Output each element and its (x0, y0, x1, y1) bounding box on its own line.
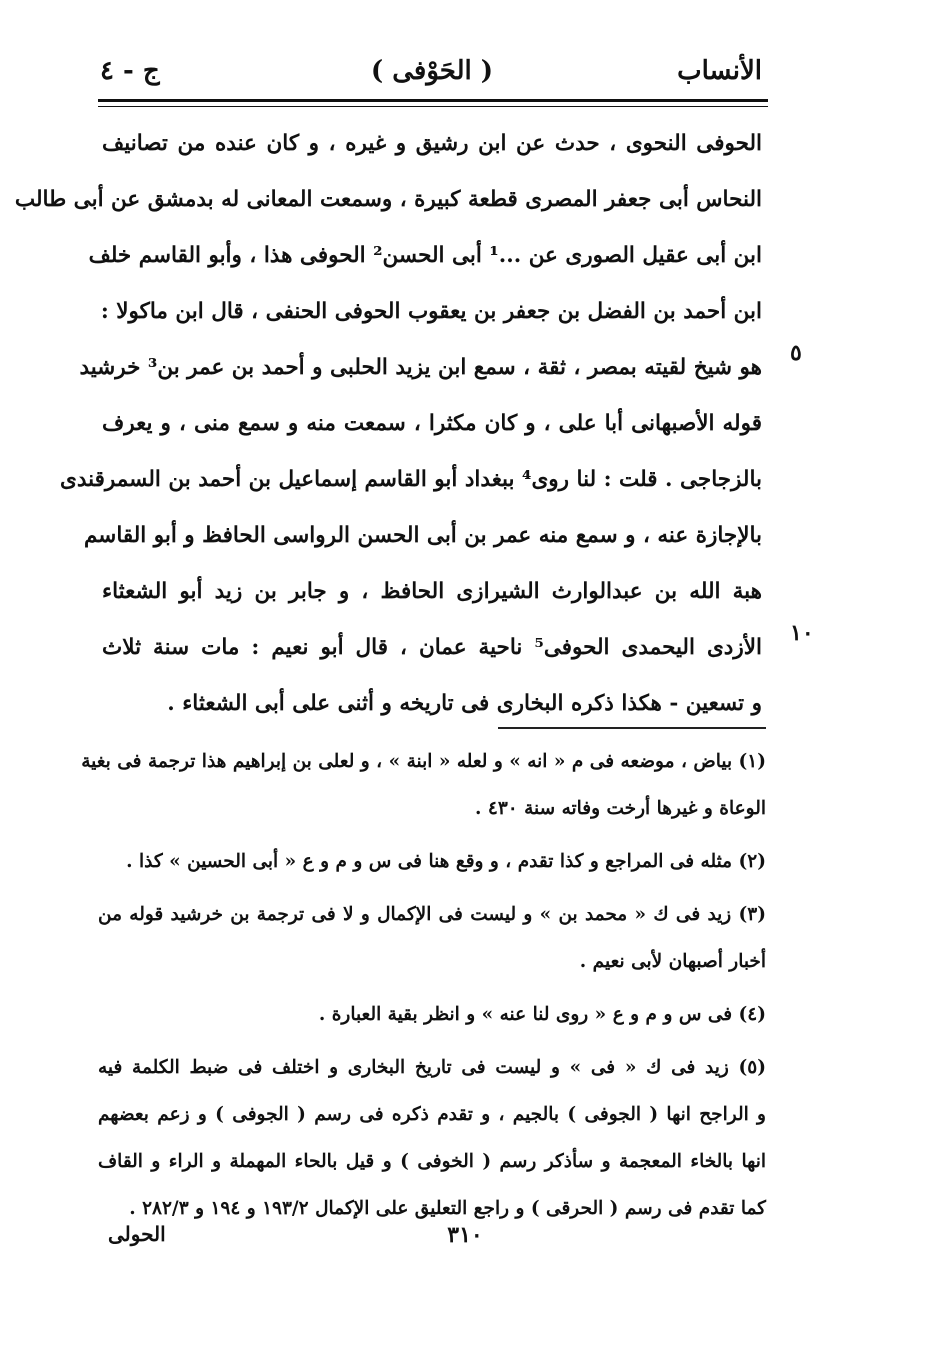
footnote-line: (٤) فى س و م و ع « روى لنا عنه » و انظر بقية العبارة . (318, 1004, 766, 1025)
header-rule-thin (98, 106, 768, 107)
text-line: النحاس أبى جعفر المصرى قطعة كبيرة ، وسمعت المعانى له بدمشق عن أبى طالب (14, 187, 762, 212)
catchword: الحولى (108, 1222, 166, 1246)
text-line: بالزجاجى . قلت : لنا روى⁴ ببغداد أبو القاسم إسماعيل بن أحمد بن السمرقندى (60, 467, 762, 492)
footnote-5 (98, 1044, 766, 1232)
footnote-2 (98, 838, 766, 885)
text-line: الأزدى اليحمدى الحوفى⁵ ناحية عمان ، قال أبو نعيم : مات سنة ثلاث (102, 635, 762, 660)
footnote-line: الوعاة و غيرها أرخت وفاته سنة ٤٣٠ . (475, 798, 766, 819)
footnote-line: (٥) زيد فى ك « فى » و ليست فى تاريخ البخارى و اختلف فى ضبط الكلمة فيه (98, 1057, 766, 1078)
header-rule-thick (98, 99, 768, 102)
main-text (14, 116, 762, 732)
footnote-4 (98, 991, 766, 1038)
text-line: و تسعين - هكذا ذكره البخارى فى تاريخه و أثنى على أبى الشعثاء . (167, 691, 762, 716)
footnote-1 (81, 738, 766, 832)
page-number: ٣١٠ (447, 1222, 483, 1248)
header-book-title: الأنساب (677, 56, 762, 86)
text-line: ابن أبى عقيل الصورى عن ...¹ أبى الحسن² الحوفى هذا ، وأبو القاسم خلف (88, 243, 762, 268)
footnote-line: (١) بياض ، موضعه فى م « انه » و لعله « ابنة » ، و لعلى بن إبراهيم هذا ترجمة فى بغية (81, 751, 766, 772)
running-header (96, 45, 768, 97)
footnote-line: أخبار أصبهان لأبى نعيم . (579, 951, 766, 972)
footnote-line: (٣) زيد فى ك « محمد بن » و ليست فى الإكمال و لا فى ترجمة بن خرشيد قوله من (98, 904, 766, 925)
footnote-line: كما تقدم فى رسم ( الحرقى ) و راجع التعليق على الإكمال ١٩٣/٢ و ١٩٤ و ٢٨٢/٣ . (129, 1198, 766, 1219)
footnote-line: انها بالخاء المعجمة و سأذكر رسم ( الخوفى ) و قيل بالحاء المهملة و الراء و القاف (98, 1151, 766, 1172)
text-line: قوله الأصبهانى أبا على ، و كان مكثرا ، سمعت منه و سمع منى ، و يعرف (102, 411, 762, 436)
line-number-10: ١٠ (790, 620, 814, 646)
header-entry-title: ( الحَوْفى ) (370, 56, 494, 86)
header-volume: ج - ٤ (100, 56, 160, 86)
footnote-line: (٢) مثله فى المراجع و كذا تقدم ، و وقع هنا فى س و م و ع « أبى الحسين » كذا . (126, 851, 766, 872)
footnote-line: و الراجح انها ( الجوفى ) بالجيم ، و تقدم ذكره فى رسم ( الجوفى ) و زعم بعضهم (98, 1104, 766, 1125)
text-line: ابن أحمد بن الفضل بن جعفر بن يعقوب الحوفى الحنفى ، قال ابن ماكولا : (100, 299, 762, 324)
text-line: هو شيخ لقيته بمصر ، ثقة ، سمع ابن يزيد الحلبى و أحمد بن عمر بن³ خرشيد (79, 355, 762, 380)
text-line: هبة الله بن عبدالوارث الشيرازى الحافظ ، و جابر بن زيد أبو الشعثاء (102, 579, 762, 604)
line-number-5: ٥ (790, 340, 802, 366)
footnote-separator (498, 727, 766, 729)
footnote-3 (98, 891, 766, 985)
text-line: بالإجازة عنه ، و سمع منه عمر بن أبى الحسن الرواسى الحافظ و أبو القاسم (84, 523, 762, 548)
footnotes (81, 738, 766, 1238)
text-line: الحوفى النحوى ، حدث عن ابن رشيق و غيره ، و كان عنده من تصانيف (102, 131, 762, 156)
